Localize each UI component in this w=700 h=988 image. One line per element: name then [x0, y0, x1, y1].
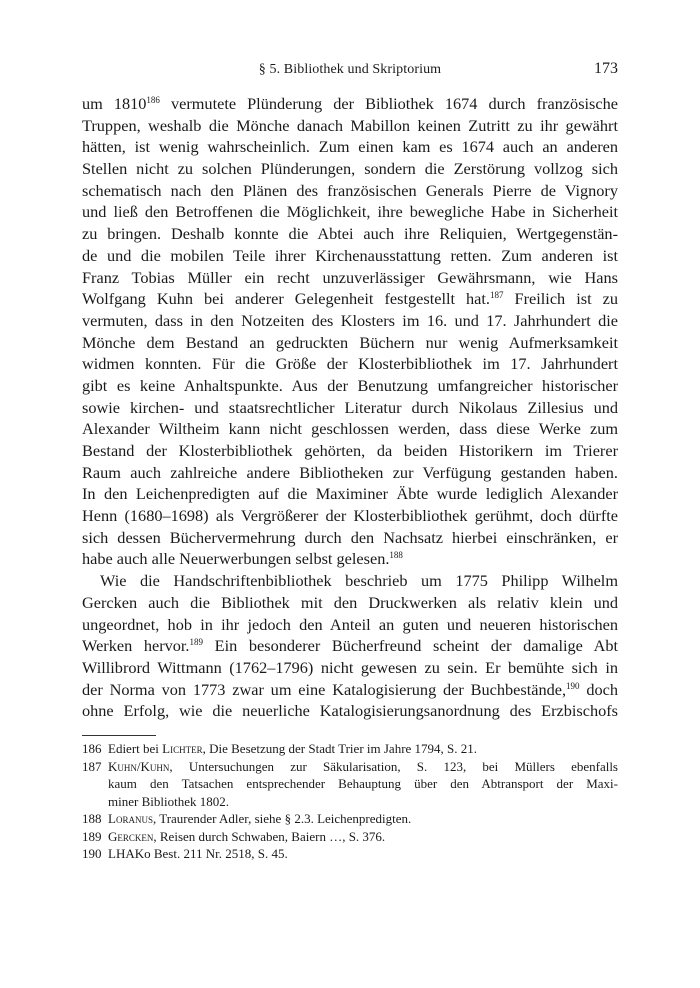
body-line: Bestand der Klosterbibliothek gehörten, da beiden Historikern im Trierer: [82, 441, 618, 460]
body-line: Raum auch zahlreiche andere Bibliotheken zur Verfügung gestanden haben.: [82, 462, 618, 482]
footnote-number: 190: [82, 846, 102, 861]
body-line: Alexander Wiltheim kann nicht geschlossen werden, dass diese Werke zum: [82, 419, 618, 439]
footnote-line: [108, 828, 618, 846]
footnote: [82, 740, 618, 758]
line-text: Ein besonderer Bücherfreund scheint der damalige Abt: [203, 636, 619, 656]
body-line: ohne Erfolg, wie die neuerliche Katalogisierungsanordnung des Erzbischofs: [82, 701, 618, 721]
footnote-text: [108, 758, 618, 811]
body-line: hätten, ist wenig wahrscheinlich. Zum einen kam es 1674 auch an anderen: [82, 137, 618, 157]
body-line: [82, 288, 618, 310]
body-line: sich dessen Büchervermehrung durch den Nachsatz hierbei einschränken, er: [82, 527, 618, 547]
body-line: und ließ den Betroffenen die Möglichkeit, ihre bewegliche Habe in Sicherheit: [82, 202, 618, 222]
footnote-number: 189: [82, 828, 102, 844]
footnote-ref: 188: [389, 550, 403, 561]
footnote-rule: [82, 735, 156, 736]
footnote-number: 187: [82, 758, 102, 774]
author-name: Kuhn/Kuhn: [108, 758, 170, 774]
footnote-text-part: , Die Besetzung der Stadt Trier im Jahre 1794, S. 21.: [202, 741, 478, 756]
author-name: Gercken: [108, 828, 154, 844]
footnote: [82, 828, 618, 846]
body-line: ungeordnet, hob in ihr jedoch den Anteil an guten und neueren historischen: [82, 614, 618, 634]
body-line: vermuten, dass in den Notzeiten des Klosters im 16. und 17. Jahrhundert die: [82, 310, 618, 330]
footnote-text: [108, 740, 618, 758]
body-line: sowie kirchen- und staatsrechtlicher Literatur durch Nikolaus Zillesius und: [82, 397, 618, 417]
footnote-number: 188: [82, 811, 102, 826]
body-line: [82, 548, 618, 570]
body-line: gibt es keine Anhaltspunkte. Aus der Benutzung umfangreicher historischer: [82, 375, 618, 395]
body-line: zu bringen. Deshalb konnte die Abtei auch ihre Reliquien, Wertgegenstän-: [82, 224, 618, 244]
body-line: schematisch nach den Plänen des französischen Generals Pierre de Vignory: [82, 180, 618, 200]
body-line: Stellen nicht zu solchen Plünderungen, sondern die Zerstörung vollzog sich: [82, 159, 618, 179]
footnote-line: [108, 758, 618, 776]
footnote-ref: 189: [189, 637, 204, 648]
body-line: Mönche dem Bestand an gedruckten Büchern nur wenig Aufmerksamkeit: [82, 332, 618, 352]
body-text: [82, 93, 618, 722]
body-line: [82, 635, 618, 657]
footnote-ref: 190: [566, 680, 580, 691]
page-number: 173: [594, 60, 618, 77]
line-text: habe auch alle Neuerwerbungen selbst gelesen.: [82, 549, 390, 569]
footnote-line: miner Bibliothek 1802.: [108, 793, 229, 809]
footnote-text: [108, 810, 618, 828]
author-name: Loranus: [108, 811, 153, 826]
running-head: § 5. Bibliothek und Skriptorium: [258, 62, 442, 77]
body-line: In den Leichenpredigten auf die Maximiner Äbte wurde lediglich Alexander: [82, 484, 618, 504]
line-text: um 1810: [82, 94, 147, 113]
footnote: [82, 758, 618, 811]
footnote-text: [108, 828, 618, 846]
footnote-line: [108, 810, 618, 828]
footnote: [82, 845, 618, 863]
line-text: Freilich ist zu: [503, 289, 618, 309]
line-text: Wolfgang Kuhn bei anderer Gelegenheit festgestellt hat.: [82, 289, 491, 309]
body-line: Willibrord Wittmann (1762–1796) nicht gewesen zu sein. Er bemühte sich in: [82, 657, 618, 677]
footnote-text-part: , Traurender Adler, siehe § 2.3. Leichenpredigten.: [152, 811, 412, 826]
footnote-text: [108, 845, 618, 863]
body-line: Truppen, weshalb die Mönche danach Mabillon keinen Zutritt zu ihr gewährt: [82, 115, 618, 135]
body-line: de und die mobilen Teile ihrer Kirchenausstattung retten. Zum anderen ist: [82, 245, 618, 265]
footnote-line: LHAKo Best. 211 Nr. 2518, S. 45.: [108, 846, 288, 861]
footnote-line: [108, 740, 618, 758]
body-line: Henn (1680–1698) als Vergrößerer der Klosterbibliothek gerühmt, doch dürfte: [82, 506, 618, 526]
author-name: Lichter: [162, 741, 203, 756]
body-line: [82, 93, 618, 115]
line-text: vermutete Plünderung der Bibliothek 1674 durch französische: [159, 94, 618, 113]
line-text: Werken hervor.: [82, 636, 190, 656]
body-line: Gercken auch die Bibliothek mit den Druckwerken als relativ klein und: [82, 592, 618, 612]
line-text: doch: [579, 679, 618, 699]
footnote-text-part: , Reisen durch Schwaben, Baiern …, S. 376.: [153, 828, 386, 844]
body-line: widmen konnten. Für die Größe der Klosterbibliothek im 17. Jahrhundert: [82, 354, 618, 374]
footnote-text-part: Ediert bei: [108, 741, 163, 756]
footnote-number: 186: [82, 741, 102, 756]
body-line: Wie die Handschriftenbibliothek beschrieb um 1775 Philipp Wilhelm: [100, 571, 618, 591]
footnotes: [82, 740, 618, 863]
page-header: [82, 60, 618, 82]
footnote-ref: 186: [146, 95, 160, 105]
body-line: Franz Tobias Müller ein recht unzuverlässiger Gewährsmann, wie Hans: [82, 267, 618, 287]
line-text: der Norma von 1773 zwar um eine Katalogisierung der Buchbestände,: [82, 679, 567, 699]
footnote-ref: 187: [490, 290, 504, 301]
footnote: [82, 810, 618, 828]
footnote-text-part: , Untersuchungen zur Säkularisation, S. 123, bei Müllers ebenfalls: [169, 758, 618, 774]
footnote-line: kaum den Tatsachen entsprechender Behauptung über den Abtransport der Maxi-: [108, 776, 618, 791]
body-line: [82, 679, 618, 701]
